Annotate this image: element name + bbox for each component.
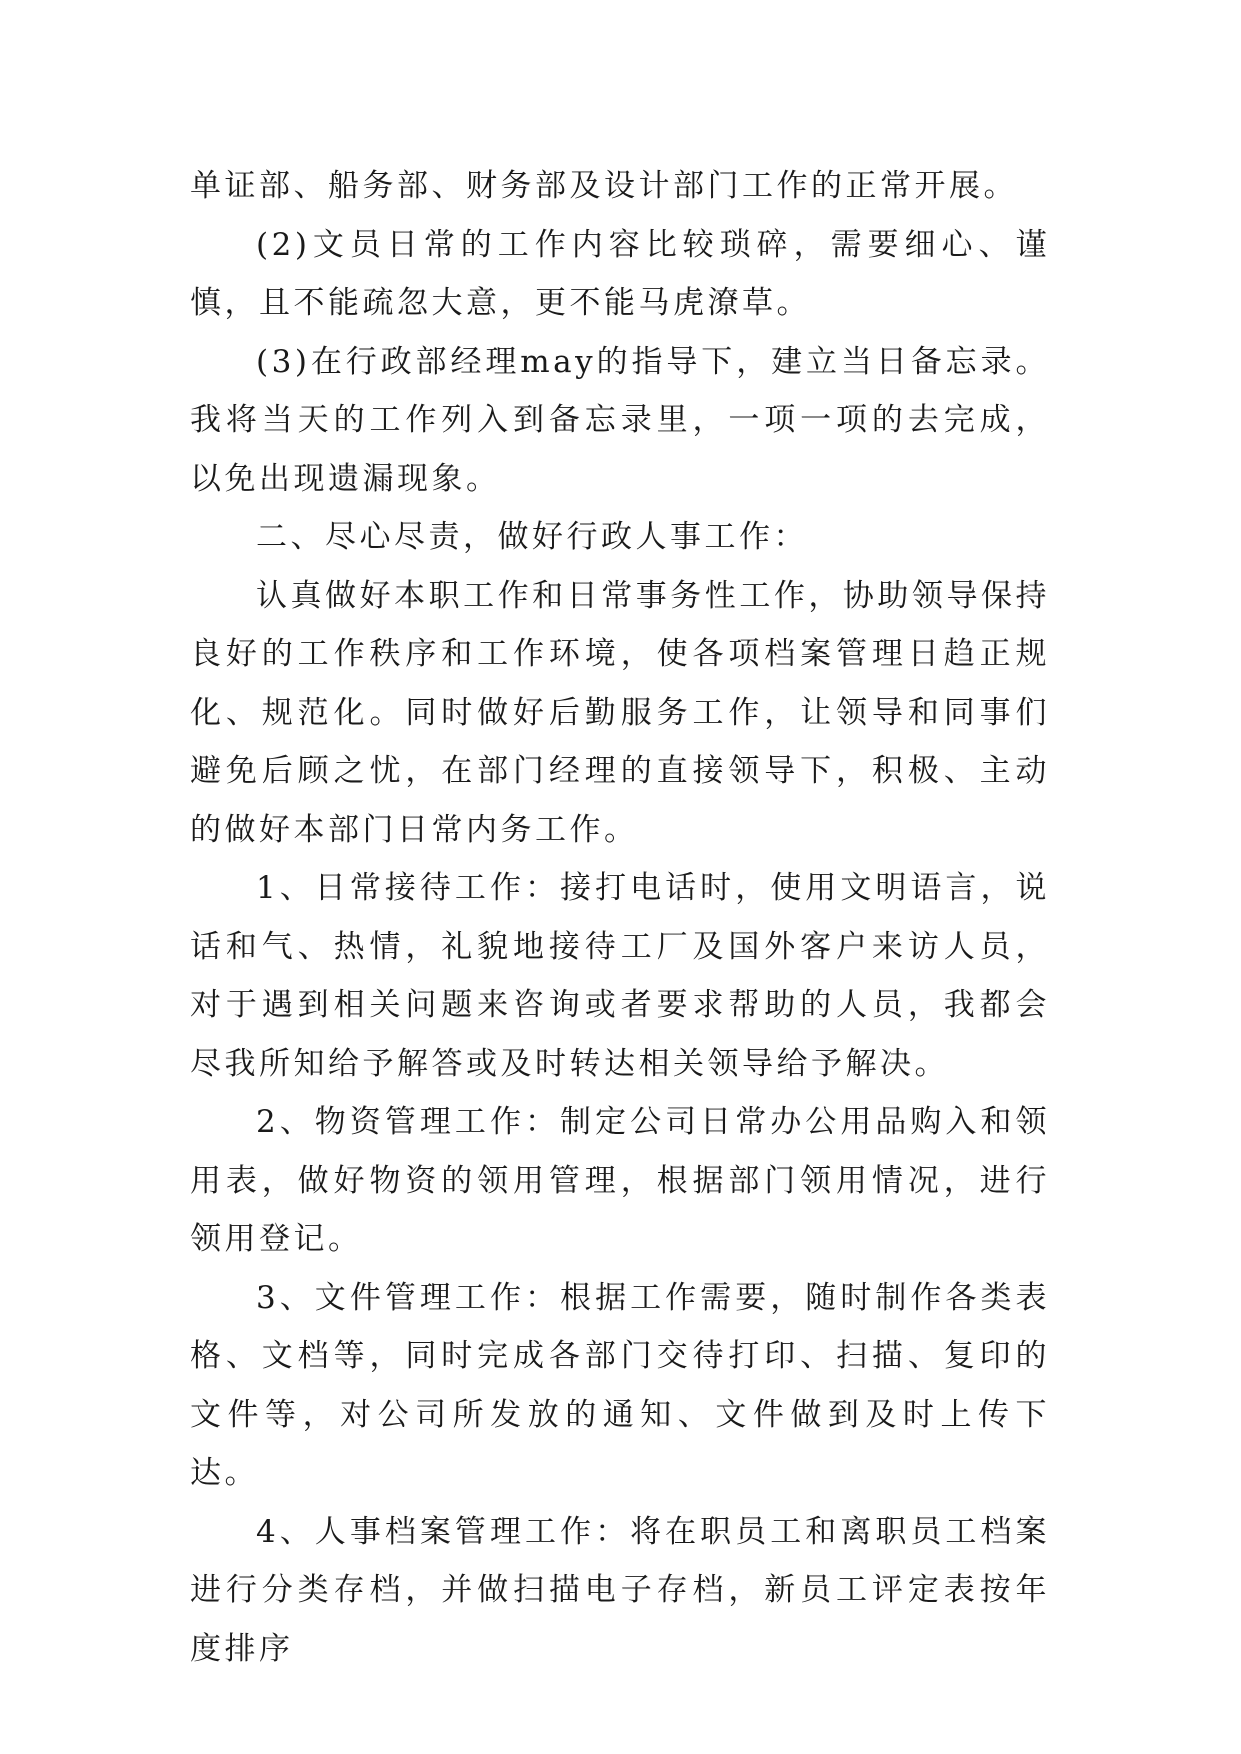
paragraph-supplies-management: 2、物资管理工作：制定公司日常办公用品购入和领用表，做好物资的领用管理，根据部门领用情况，进行领用登记。 (190, 1104, 1050, 1257)
paragraph-item-2: (2)文员日常的工作内容比较琐碎，需要细心、谨慎，且不能疏忽大意，更不能马虎潦草。 (190, 226, 1050, 321)
paragraph-personnel-archives: 4、人事档案管理工作：将在职员工和离职员工档案进行分类存档，并做扫描电子存档，新员工评定表按年度排序 (190, 1513, 1050, 1667)
paragraph-section-intro: 认真做好本职工作和日常事务性工作，协助领导保持良好的工作秩序和工作环境，使各项档案管理日趋正规化、规范化。同时做好后勤服务工作，让领导和同事们避免后顾之忧，在部门经理的直接领导下，积极、主动的做好本部门日常内务工作。 (190, 577, 1050, 848)
paragraph-reception-work: 1、日常接待工作：接打电话时，使用文明语言，说话和气、热情，礼貌地接待工厂及国外客户来访人员，对于遇到相关问题来咨询或者要求帮助的人员，我都会尽我所知给予解答或及时转达相关领导给予解决。 (190, 870, 1050, 1082)
paragraph-continuation: 单证部、船务部、财务部及设计部门工作的正常开展。 (190, 168, 1018, 204)
paragraph-file-management: 3、文件管理工作：根据工作需要，随时制作各类表格、文档等，同时完成各部门交待打印、扫描、复印的文件等，对公司所发放的通知、文件做到及时上传下达。 (190, 1279, 1050, 1491)
paragraph-item-3: (3)在行政部经理may的指导下，建立当日备忘录。我将当天的工作列入到备忘录里，一项一项的去完成，以免出现遗漏现象。 (190, 343, 1050, 497)
document-body (190, 157, 1050, 1678)
section-heading: 二、尽心尽责，做好行政人事工作： (256, 519, 808, 555)
